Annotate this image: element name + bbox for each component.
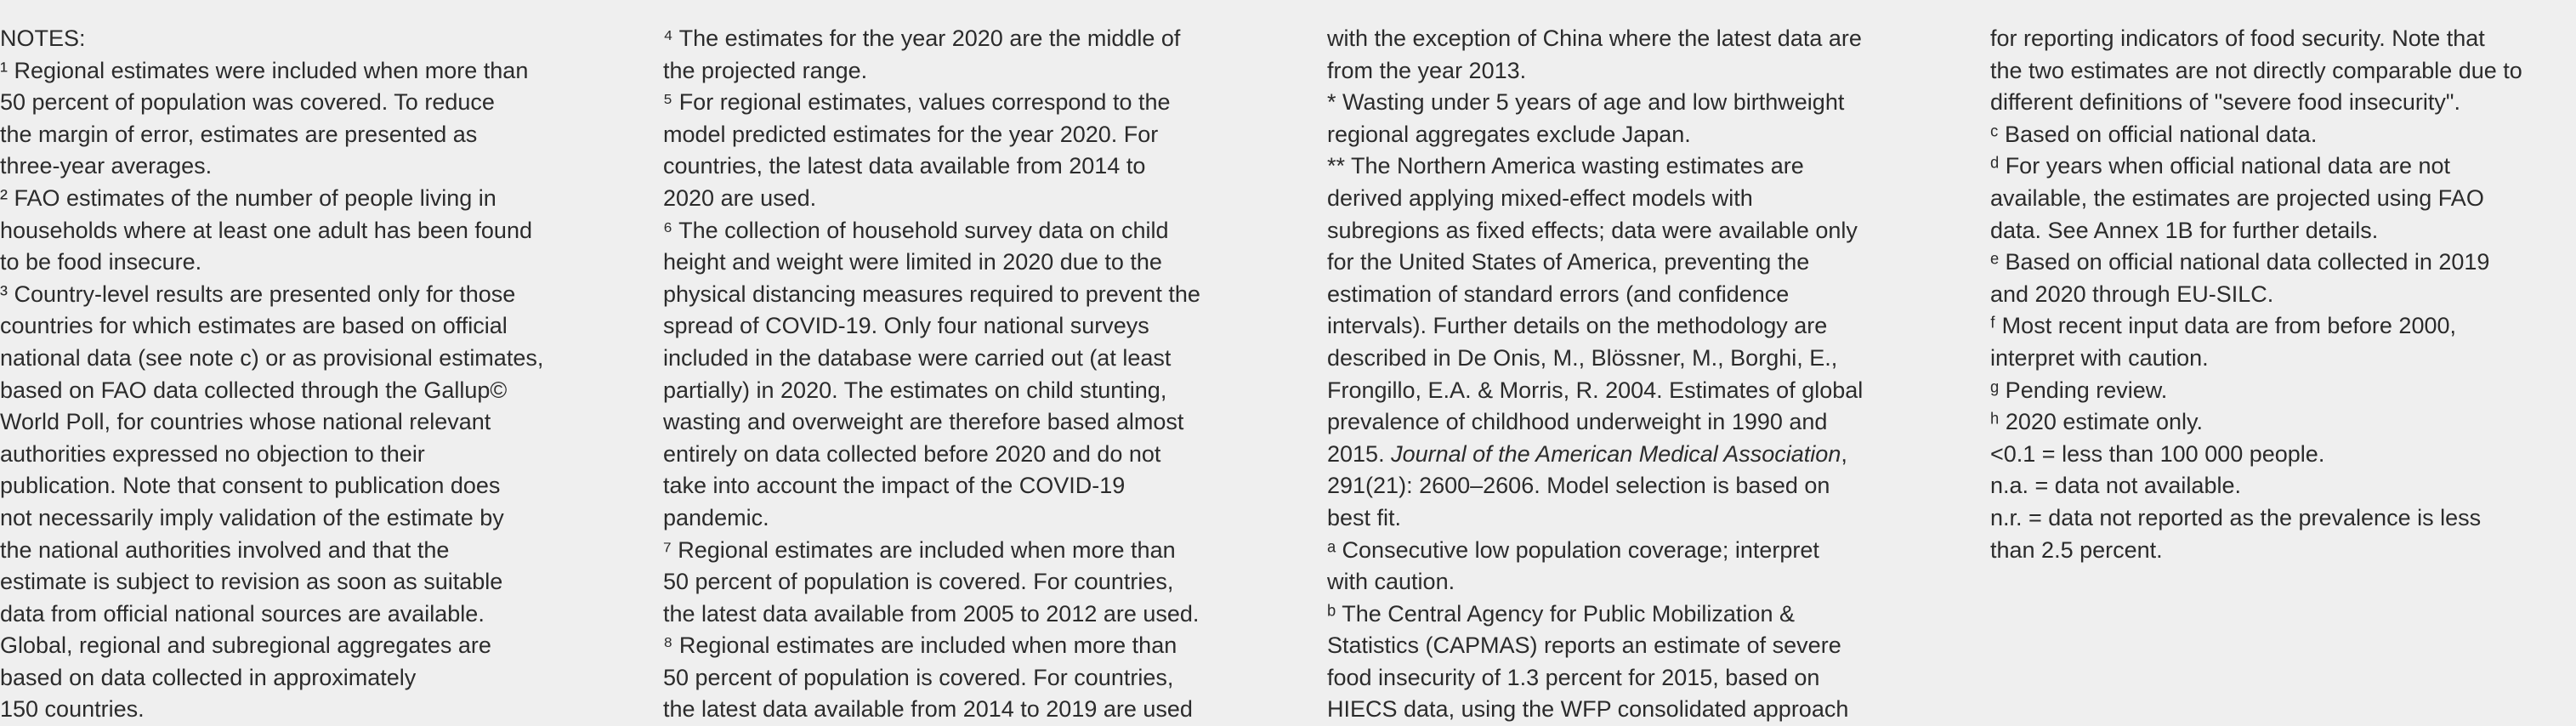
- note-line: with caution.: [1327, 569, 1455, 595]
- note-line: entirely on data collected before 2020 and do not: [663, 440, 1161, 467]
- note-line: interpret with caution.: [1990, 344, 2209, 371]
- note-line: the two estimates are not directly comparable due to: [1990, 57, 2522, 83]
- note-line: based on FAO data collected through the Gallup©: [0, 377, 508, 403]
- note-line: ᵈ For years when official national data are not: [1990, 153, 2451, 179]
- note-line: ³ Country-level results are presented only for those: [0, 281, 516, 307]
- note-line: ᶜ Based on official national data.: [1990, 121, 2318, 147]
- note-line: prevalence of childhood underweight in 1990 and: [1327, 409, 1828, 435]
- note-line: ⁸ Regional estimates are included when more than: [663, 632, 1177, 659]
- note-line: based on data collected in approximately: [0, 664, 417, 690]
- note-line: n.r. = data not reported as the prevalence is less: [1990, 504, 2482, 530]
- notes-column-3: [1327, 23, 1922, 726]
- note-line: Statistics (CAPMAS) reports an estimate of severe: [1327, 632, 1841, 659]
- note-line: than 2.5 percent.: [1990, 536, 2163, 563]
- note-line: 50 percent of population was covered. To reduce: [0, 89, 495, 116]
- note-line: and 2020 through EU-SILC.: [1990, 281, 2274, 307]
- note-line: 2015. Journal of the American Medical Association,: [1327, 440, 1847, 467]
- note-line: to be food insecure.: [0, 249, 202, 275]
- notes-column-1: [0, 23, 595, 726]
- note-line: ʰ 2020 estimate only.: [1990, 409, 2203, 435]
- note-line: ⁴ The estimates for the year 2020 are the middle of: [663, 26, 1181, 51]
- note-line: best fit.: [1327, 504, 1402, 530]
- note-line: available, the estimates are projected using FAO: [1990, 184, 2484, 211]
- note-line: three-year averages.: [0, 153, 213, 179]
- notes-column-2: [663, 23, 1258, 726]
- note-line: 2020 are used.: [663, 184, 817, 211]
- journal-title: Journal of the American Medical Association: [1391, 440, 1841, 467]
- note-line: ² FAO estimates of the number of people living in: [0, 184, 496, 211]
- note-line: the national authorities involved and that the: [0, 536, 450, 563]
- note-line: authorities expressed no objection to their: [0, 440, 425, 467]
- note-line: <0.1 = less than 100 000 people.: [1990, 440, 2325, 467]
- note-line: for reporting indicators of food security. Note that: [1990, 26, 2485, 51]
- note-line: not necessarily imply validation of the estimate by: [0, 504, 504, 530]
- note-line: estimation of standard errors (and confidence: [1327, 281, 1790, 307]
- note-line: regional aggregates exclude Japan.: [1327, 121, 1691, 147]
- note-line: NOTES:: [0, 26, 86, 51]
- note-line: ⁶ The collection of household survey data on child: [663, 217, 1169, 243]
- note-line: height and weight were limited in 2020 due to the: [663, 249, 1162, 275]
- note-line: data. See Annex 1B for further details.: [1990, 217, 2379, 243]
- note-line: ⁷ Regional estimates are included when more than: [663, 536, 1176, 563]
- note-line: food insecurity of 1.3 percent for 2015, based on: [1327, 664, 1820, 690]
- note-line: the latest data available from 2014 to 2019 are used: [663, 696, 1193, 723]
- note-line: World Poll, for countries whose national relevant: [0, 409, 491, 435]
- note-line: partially) in 2020. The estimates on child stunting,: [663, 377, 1167, 403]
- note-line: ** The Northern America wasting estimates are: [1327, 153, 1804, 179]
- note-line: derived applying mixed-effect models with: [1327, 184, 1753, 211]
- note-line: Frongillo, E.A. & Morris, R. 2004. Estimates of global: [1327, 377, 1864, 403]
- note-line: HIECS data, using the WFP consolidated approach: [1327, 696, 1849, 723]
- note-line: take into account the impact of the COVID-19: [663, 473, 1126, 499]
- note-line: households where at least one adult has been found: [0, 217, 532, 243]
- note-line: intervals). Further details on the methodology are: [1327, 313, 1828, 339]
- note-line: the margin of error, estimates are presented as: [0, 121, 478, 147]
- note-line: data from official national sources are available.: [0, 600, 485, 627]
- note-line: included in the database were carried out (at least: [663, 344, 1172, 371]
- note-line: ¹ Regional estimates were included when more than: [0, 57, 529, 83]
- note-line: n.a. = data not available.: [1990, 473, 2241, 499]
- note-line: ᵍ Pending review.: [1990, 377, 2168, 403]
- note-line: the projected range.: [663, 57, 868, 83]
- note-line: with the exception of China where the latest data are: [1327, 26, 1862, 51]
- note-line: ᵉ Based on official national data collected in 2019: [1990, 249, 2490, 275]
- note-line: model predicted estimates for the year 2020. For: [663, 121, 1159, 147]
- note-line: for the United States of America, preventing the: [1327, 249, 1810, 275]
- note-line: * Wasting under 5 years of age and low birthweight: [1327, 89, 1845, 116]
- note-line: the latest data available from 2005 to 2012 are used.: [663, 600, 1200, 627]
- note-line: 291(21): 2600–2606. Model selection is based on: [1327, 473, 1830, 499]
- note-line: ⁵ For regional estimates, values correspond to the: [663, 89, 1171, 116]
- note-line: countries for which estimates are based on official: [0, 313, 508, 339]
- note-line: ᶠ Most recent input data are from before 2000,: [1990, 313, 2456, 339]
- note-line: pandemic.: [663, 504, 769, 530]
- note-line: wasting and overweight are therefore based almost: [663, 409, 1184, 435]
- note-line: Global, regional and subregional aggregates are: [0, 632, 491, 659]
- notes-column-4: [1990, 23, 2576, 566]
- note-line: 50 percent of population is covered. For countries,: [663, 569, 1174, 595]
- note-line: described in De Onis, M., Blössner, M., Borghi, E.,: [1327, 344, 1838, 371]
- note-line: countries, the latest data available from 2014 to: [663, 153, 1146, 179]
- note-line: from the year 2013.: [1327, 57, 1527, 83]
- note-line: publication. Note that consent to publication does: [0, 473, 501, 499]
- note-line: ᵇ The Central Agency for Public Mobilization &: [1327, 600, 1795, 627]
- note-line: national data (see note c) or as provisional estimates,: [0, 344, 544, 371]
- note-line: estimate is subject to revision as soon as suitable: [0, 569, 503, 595]
- note-line: subregions as fixed effects; data were available only: [1327, 217, 1858, 243]
- note-line: different definitions of "severe food insecurity".: [1990, 89, 2460, 116]
- note-line: 50 percent of population is covered. For countries,: [663, 664, 1174, 690]
- note-line: physical distancing measures required to prevent the: [663, 281, 1200, 307]
- note-line: spread of COVID-19. Only four national surveys: [663, 313, 1149, 339]
- note-line: 150 countries.: [0, 696, 145, 723]
- note-line: ᵃ Consecutive low population coverage; interpret: [1327, 536, 1819, 563]
